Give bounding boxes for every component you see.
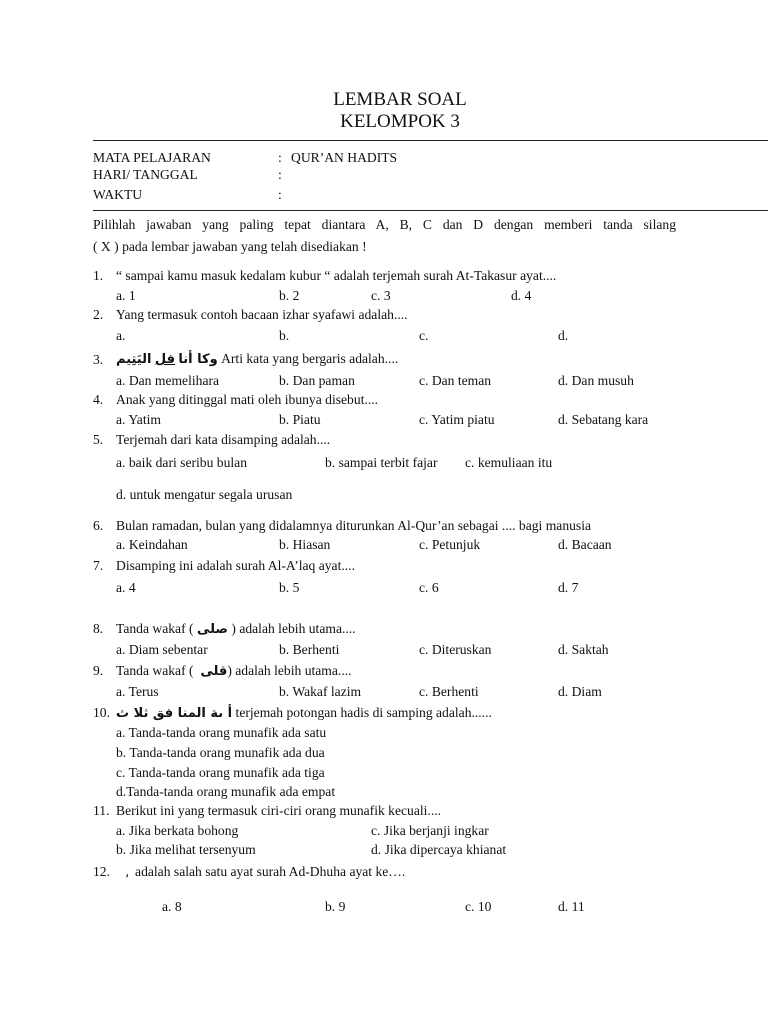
option-d: d. 4 — [511, 288, 532, 303]
option-label: b. — [279, 328, 290, 343]
option-c: c. 3 — [371, 288, 391, 303]
question-text — [124, 864, 405, 881]
option-a — [116, 328, 136, 345]
option-b: b. Wakaf lazim — [279, 684, 362, 699]
meta-colon: : — [278, 167, 282, 182]
top-divider — [93, 140, 768, 141]
arabic-hadith-fragment: أ ىة المنا فق ثلا ث — [116, 706, 233, 721]
option-a: a. 8 — [162, 899, 182, 914]
option-a: a. Terus — [116, 684, 159, 699]
meta-colon: : — [278, 150, 282, 165]
question-text — [116, 619, 356, 640]
option-b: b. 9 — [325, 899, 346, 914]
option-a: a. Diam sebentar — [116, 642, 208, 657]
option-d — [558, 328, 568, 345]
meta-subject-value: QUR’AN HADITS — [291, 150, 398, 165]
question-number: 1. — [93, 268, 104, 283]
option-b: b. 5 — [279, 580, 300, 595]
waqf-mark: صلى — [196, 622, 228, 637]
option-a: a. Yatim — [116, 412, 161, 427]
question-number: 6. — [93, 518, 104, 533]
question-number: 7. — [93, 558, 104, 573]
option-a: a. baik dari seribu bulan — [116, 455, 247, 470]
question-number: 9. — [93, 663, 104, 678]
option-d: d. untuk mengatur segala urusan — [116, 487, 293, 502]
option-b: b. Tanda-tanda orang munafik ada dua — [116, 745, 325, 760]
option-b: b. Jika melihat tersenyum — [116, 842, 256, 857]
option-c: c. Yatim piatu — [419, 412, 495, 427]
question-number: 12. — [93, 864, 110, 879]
option-b: b. Hiasan — [279, 537, 331, 552]
option-c — [419, 328, 428, 345]
question-number: 3. — [93, 352, 104, 367]
question-text-body: Terjemah dari kata disamping adalah.... — [116, 432, 331, 447]
question-number: 2. — [93, 307, 104, 322]
question-text-body: Disamping ini adalah surah Al-A’laq ayat.... — [116, 558, 355, 573]
question-text — [116, 432, 330, 449]
option-label: d. — [558, 328, 569, 343]
option-d: d. Sebatang kara — [558, 412, 649, 427]
option-c: c. Petunjuk — [419, 537, 481, 552]
arabic-phrase-tail: اليَتِيم — [116, 352, 152, 367]
option-d: d. Jika dipercaya khianat — [371, 842, 507, 857]
option-d: d. Saktah — [558, 642, 609, 657]
meta-divider — [93, 210, 768, 211]
question-text — [116, 349, 398, 370]
option-a: a. 4 — [116, 580, 136, 595]
option-a: a. 1 — [116, 288, 136, 303]
question-text: Anak yang ditinggal mati oleh ibunya disebut.... — [116, 392, 379, 407]
option-a: a. Keindahan — [116, 537, 188, 552]
question-text-body: adalah salah satu ayat surah Ad-Dhuha ayat ke…. — [135, 864, 406, 879]
question-number: 10. — [93, 705, 110, 720]
question-text — [116, 661, 352, 682]
instructions-line-2: ( X ) pada lembar jawaban yang telah disediakan ! — [93, 239, 367, 254]
option-a: a. Dan memelihara — [116, 373, 220, 388]
option-a: a. Jika berkata bohong — [116, 823, 239, 838]
instructions-line-1: Pilihlah jawaban yang paling tepat diantara A, B, C dan D dengan memberi tanda silang — [93, 217, 676, 232]
option-c: c. Diteruskan — [419, 642, 492, 657]
instructions — [93, 214, 676, 258]
question-text-pre: Tanda wakaf ( — [116, 663, 194, 678]
meta-label-time: WAKTU — [93, 187, 143, 202]
option-b: b. Berhenti — [279, 642, 340, 657]
option-d: d. Dan musuh — [558, 373, 634, 388]
question-number: 11. — [93, 803, 110, 818]
page-title: LEMBAR SOAL — [333, 89, 467, 110]
meta-label-subject: MATA PELAJARAN — [93, 150, 211, 165]
option-b — [279, 328, 289, 345]
question-text: Bulan ramadan, bulan yang didalamnya diturunkan Al-Qur’an sebagai .... bagi manusia — [116, 518, 592, 533]
option-c: c. Berhenti — [419, 684, 479, 699]
option-d: d. Bacaan — [558, 537, 612, 552]
question-text: Berikut ini yang termasuk ciri-ciri orang munafik kecuali.... — [116, 803, 442, 818]
option-d: d. 11 — [558, 899, 585, 914]
option-c: c. 6 — [419, 580, 439, 595]
question-text: Yang termasuk contoh bacaan izhar syafawi adalah.... — [116, 307, 408, 322]
question-text-body: terjemah potongan hadis di samping adalah...... — [235, 705, 492, 720]
option-label: a. — [116, 328, 126, 343]
option-d: d.Tanda-tanda orang munafik ada empat — [116, 784, 336, 799]
option-c: c. kemuliaan itu — [465, 455, 553, 470]
arabic-glyph-text: , — [124, 866, 132, 879]
arabic-underlined-word: فل — [154, 352, 175, 367]
question-text: “ sampai kamu masuk kedalam kubur “ adalah terjemah surah At-Takasur ayat.... — [116, 268, 557, 283]
option-b: b. Dan paman — [279, 373, 355, 388]
question-text-post: ) adalah lebih utama.... — [227, 663, 352, 678]
option-b: b. 2 — [279, 288, 300, 303]
question-text-post: ) adalah lebih utama.... — [231, 621, 356, 636]
arabic-phrase: وكا أنا — [178, 352, 218, 367]
question-text — [116, 703, 492, 724]
option-c: c. 10 — [465, 899, 492, 914]
option-d: d. 7 — [558, 580, 579, 595]
question-text-body: Arti kata yang bergaris adalah.... — [221, 351, 399, 366]
option-c: c. Dan teman — [419, 373, 492, 388]
option-b: b. sampai terbit fajar — [325, 455, 438, 470]
meta-colon: : — [278, 187, 282, 202]
waqf-mark: قلى — [200, 664, 228, 679]
question-number: 4. — [93, 392, 104, 407]
option-a: a. Tanda-tanda orang munafik ada satu — [116, 725, 327, 740]
option-c: c. Tanda-tanda orang munafik ada tiga — [116, 765, 325, 780]
question-number: 8. — [93, 621, 104, 636]
question-text — [116, 558, 355, 575]
question-number: 5. — [93, 432, 104, 447]
question-text-pre: Tanda wakaf ( — [116, 621, 194, 636]
meta-label-date: HARI/ TANGGAL — [93, 167, 198, 182]
page-subtitle: KELOMPOK 3 — [340, 111, 460, 132]
option-c: c. Jika berjanji ingkar — [371, 823, 489, 838]
option-label: c. — [419, 328, 429, 343]
option-b: b. Piatu — [279, 412, 321, 427]
option-d: d. Diam — [558, 684, 602, 699]
